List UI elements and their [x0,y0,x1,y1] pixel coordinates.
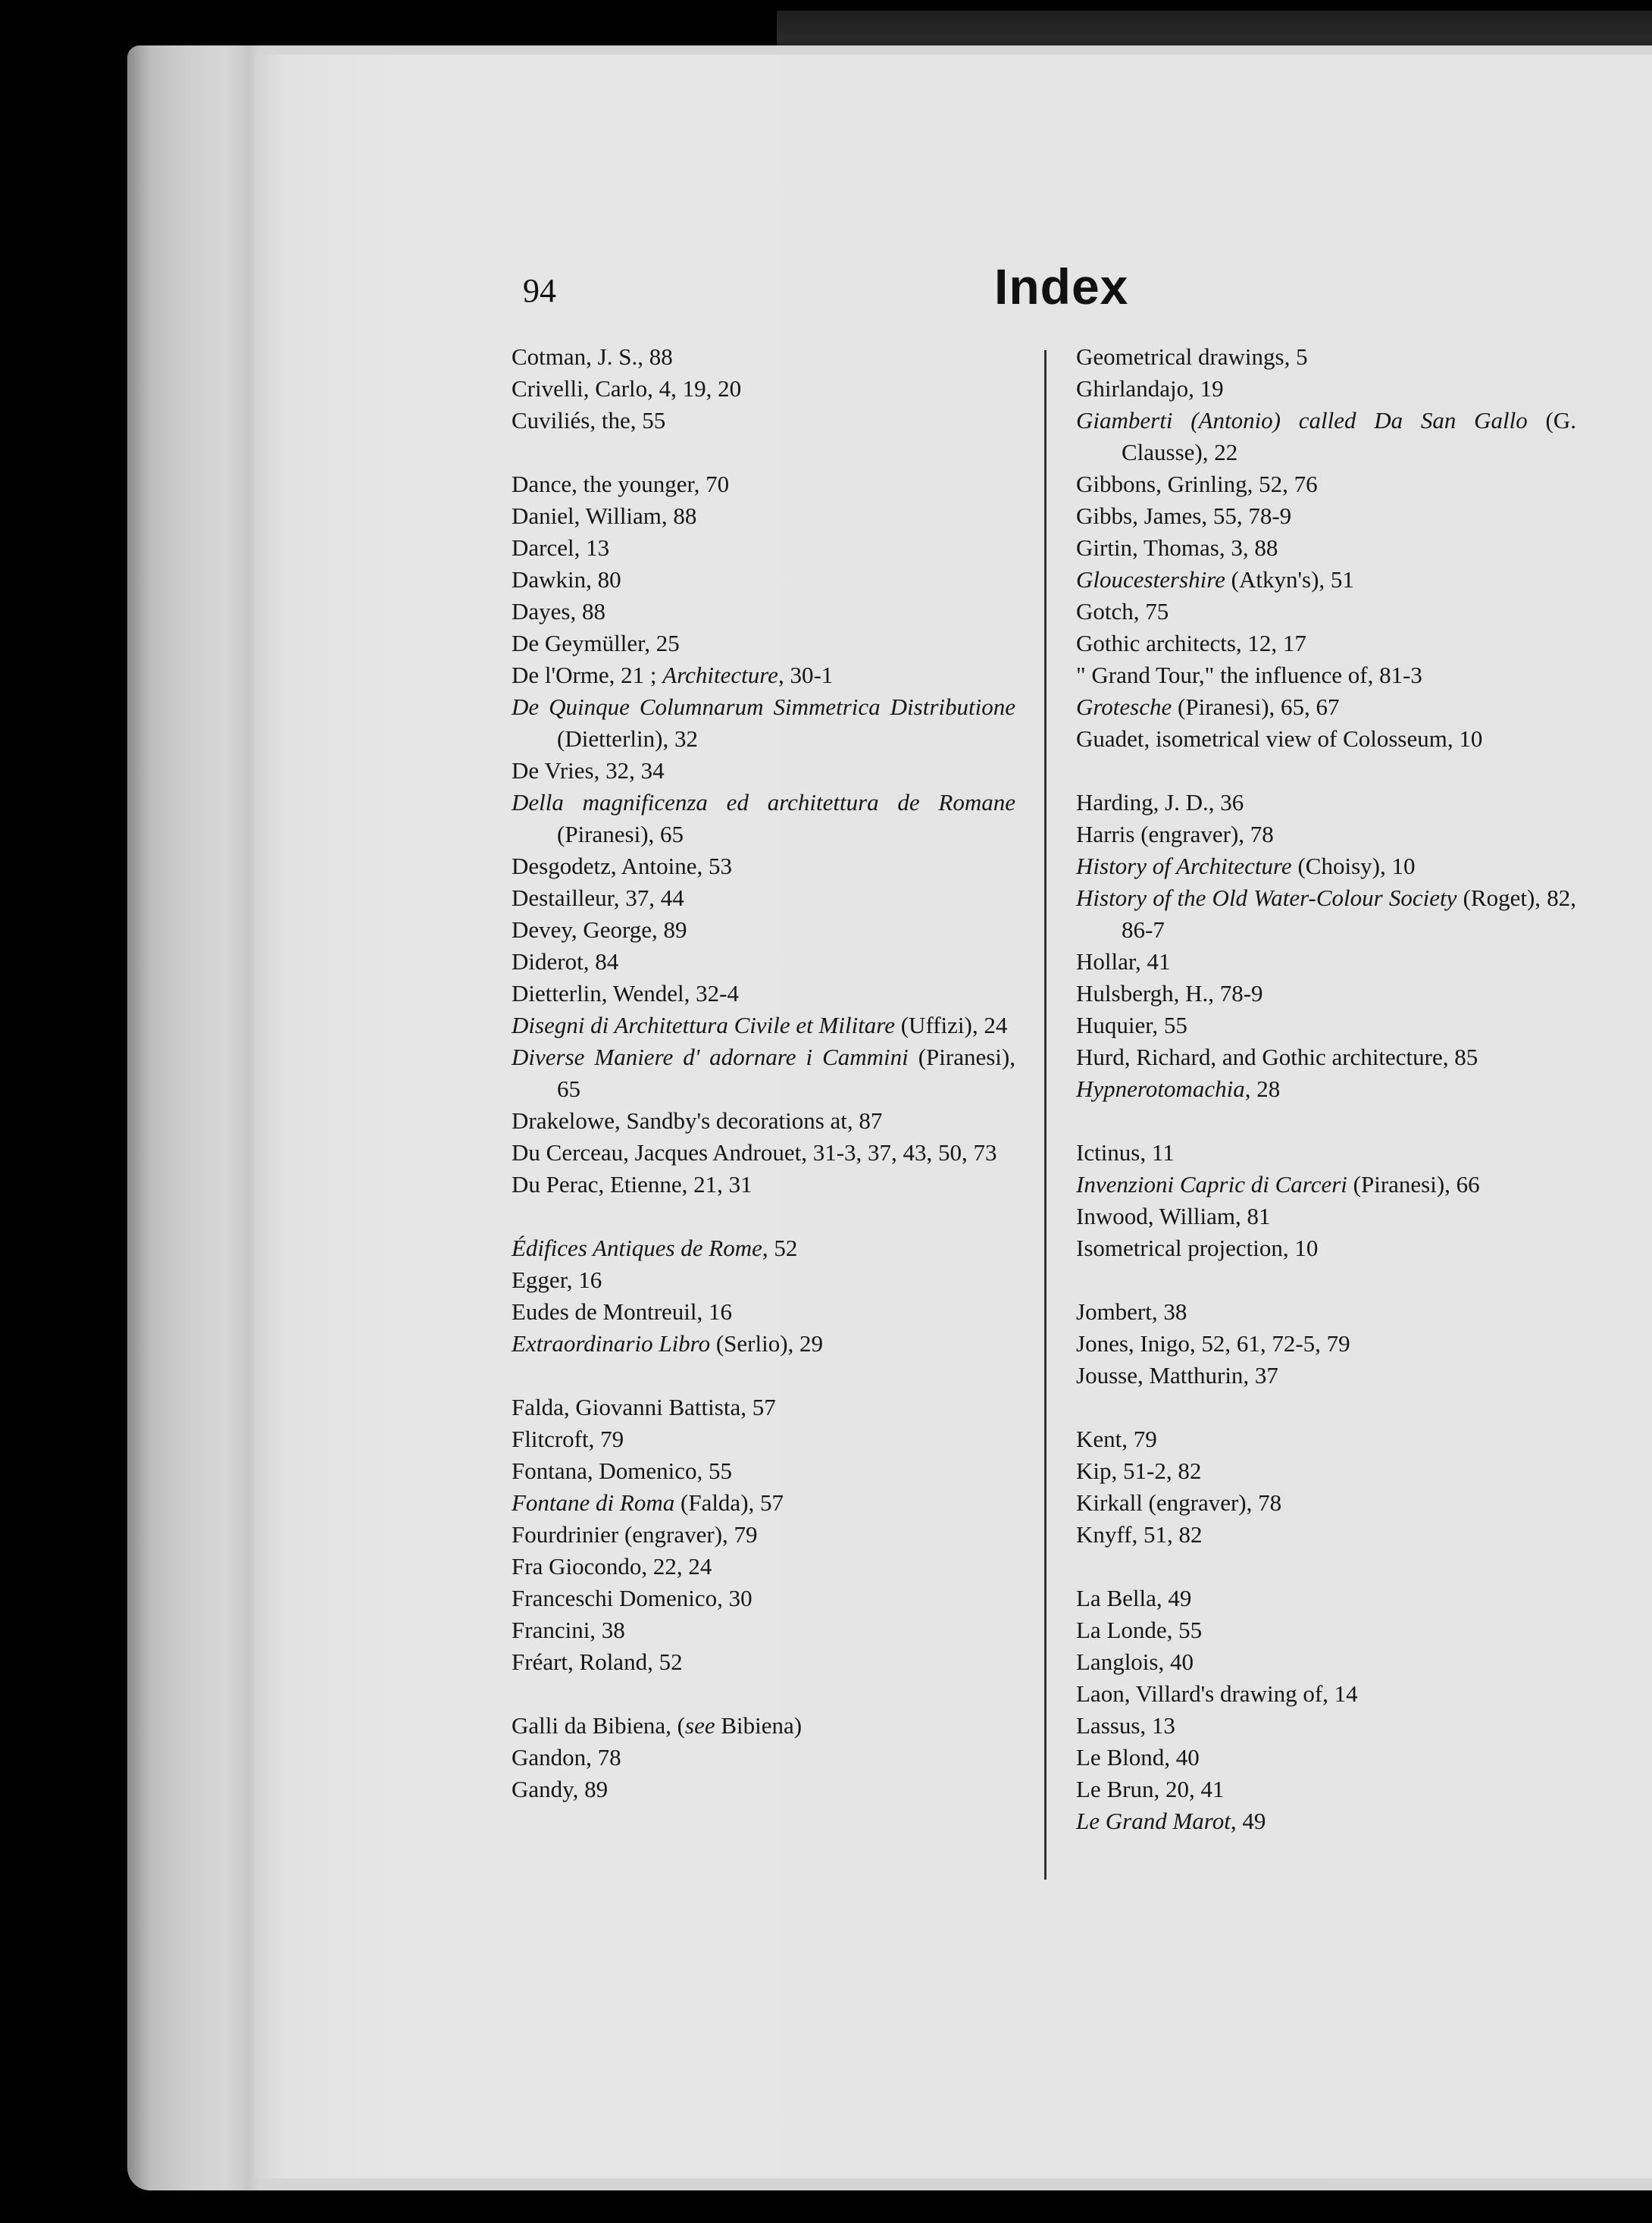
index-entry [1076,850,1576,882]
index-entry-text: Inwood, William, 81 [1076,1203,1271,1229]
index-entry-text: (G. Clausse), 22 [1122,407,1576,465]
index-entry-italic-text: Della magnificenza ed architettura de Romane [512,789,1015,816]
index-entry-text: Drakelowe, Sandby's decorations at, 87 [512,1107,883,1134]
index-entry-italic-text: History of Architecture [1076,853,1292,879]
index-entry-text: , 49 [1230,1808,1266,1834]
section-gap [512,1678,1015,1710]
page-number: 94 [523,272,556,309]
index-entry [1076,882,1576,946]
index-entry-text: Du Cerceau, Jacques Androuet, 31-3, 37, 43, 50, 73 [512,1139,997,1166]
index-entry [1076,1073,1576,1105]
index-entry-text: (Uffizi), 24 [894,1012,1008,1038]
index-entry-text: Huquier, 55 [1076,1012,1187,1038]
section-gap [1076,1264,1576,1296]
index-entry [1076,1710,1576,1742]
index-entry-text: Daniel, William, 88 [512,503,697,529]
index-entry [1076,1137,1576,1169]
index-entry [1076,1010,1576,1041]
index-entry-text: Dietterlin, Wendel, 32-4 [512,980,739,1007]
index-entry-text: Galli da Bibiena, ( [512,1712,685,1739]
index-entry-text: Langlois, 40 [1076,1648,1194,1675]
index-entry [512,1519,1015,1551]
index-entry-text: Fontana, Domenico, 55 [512,1457,733,1484]
index-entry [512,1105,1015,1137]
index-entry-text: Gibbons, Grinling, 52, 76 [1076,471,1318,497]
index-entry-text: Harris (engraver), 78 [1076,821,1274,847]
index-entry-text: De l'Orme, 21 ; [512,662,663,688]
index-entry [1076,1519,1576,1551]
index-entry [1076,628,1576,659]
index-entry-text: Hollar, 41 [1076,948,1171,975]
index-entry [512,532,1015,564]
index-entry [1076,1805,1576,1837]
index-entry [512,1614,1015,1646]
index-entry-text: Isometrical projection, 10 [1076,1235,1319,1261]
index-entry-italic-text: Gloucestershire [1076,566,1225,593]
section-gap [1076,1392,1576,1423]
index-entry [512,1423,1015,1455]
index-entry [512,1328,1015,1360]
index-entry-text: Bibiena) [715,1712,803,1739]
index-entry [512,1041,1015,1105]
index-entry-text: Kirkall (engraver), 78 [1076,1489,1282,1516]
index-entry-text: (Roget), 82, 86-7 [1122,885,1576,943]
index-entry [1076,691,1576,723]
index-entry [512,1137,1015,1169]
index-entry [512,914,1015,946]
index-entry [512,596,1015,628]
index-entry-text: (Piranesi), 65 [557,821,684,847]
index-entry [512,787,1015,850]
index-entry-text: La Londe, 55 [1076,1617,1203,1643]
index-entry-text: Egger, 16 [512,1266,602,1293]
index-entry-text: Jousse, Matthurin, 37 [1076,1362,1278,1389]
index-entry [512,405,1015,437]
index-entry [512,946,1015,978]
index-entry-text: Francini, 38 [512,1617,625,1643]
index-entry [512,1232,1015,1264]
index-entry-text: (Piranesi), 65 [557,1044,1015,1102]
index-entry-text: , 30-1 [778,662,834,688]
index-entry-italic-text: Édifices Antiques de Rome [512,1235,762,1261]
index-entry [512,1551,1015,1583]
index-entry-text: Darcel, 13 [512,534,610,561]
index-entry [1076,1328,1576,1360]
index-entry-text: Knyff, 51, 82 [1076,1521,1203,1548]
index-entry [512,341,1015,373]
index-entry [512,1392,1015,1423]
index-entry-text: Eudes de Montreuil, 16 [512,1298,733,1325]
index-entry-text: Cuviliés, the, 55 [512,407,666,434]
index-entry-italic-text: Grotesche [1076,694,1172,720]
index-entry-italic-text: Architecture [662,662,778,688]
index-entry [1076,819,1576,850]
index-entry-italic-text: Invenzioni Capric di Carceri [1076,1171,1347,1198]
index-entry [1076,500,1576,532]
index-entry [512,500,1015,532]
index-entry-text: Dance, the younger, 70 [512,471,730,497]
index-entry [512,373,1015,405]
index-entry [512,1583,1015,1614]
index-entry-text: Gotch, 75 [1076,598,1169,625]
index-entry-text: Fourdrinier (engraver), 79 [512,1521,758,1548]
index-entry [1076,1041,1576,1073]
index-entry [512,468,1015,500]
section-gap [1076,755,1576,787]
index-entry [1076,1423,1576,1455]
page-title: Index [994,258,1129,315]
index-entry-text: Ictinus, 11 [1076,1139,1175,1166]
index-entry [1076,1678,1576,1710]
index-entry [1076,405,1576,468]
index-entry [1076,787,1576,819]
section-gap [512,1201,1015,1232]
index-entry-text: Girtin, Thomas, 3, 88 [1076,534,1278,561]
index-entry [1076,1774,1576,1805]
index-entry-text: , 28 [1244,1075,1281,1102]
index-entry-text: Fra Giocondo, 22, 24 [512,1553,712,1580]
index-entry [1076,659,1576,691]
index-entry-text: (Atkyn's), 51 [1225,566,1354,593]
index-entry [1076,1232,1576,1264]
index-entry-text: De Vries, 32, 34 [512,757,665,784]
index-entry [512,850,1015,882]
index-entry-text: " Grand Tour," the influence of, 81-3 [1076,662,1422,688]
index-entry [512,882,1015,914]
index-entry [1076,341,1576,373]
index-entry [512,1742,1015,1774]
index-entry-italic-text: History of the Old Water-Colour Society [1076,885,1457,911]
index-entry-text: Kent, 79 [1076,1426,1157,1452]
index-entry-text: Geometrical drawings, 5 [1076,343,1308,370]
index-entry-text: Le Blond, 40 [1076,1744,1200,1771]
index-entry [512,1296,1015,1328]
index-entry-text: (Dietterlin), 32 [557,725,698,752]
index-entry-text: Kip, 51-2, 82 [1076,1457,1202,1484]
index-entry [1076,373,1576,405]
index-entry [1076,468,1576,500]
index-entry-text: Desgodetz, Antoine, 53 [512,853,733,879]
index-entry-text: Hulsbergh, H., 78-9 [1076,980,1263,1007]
index-entry-text: Diderot, 84 [512,948,619,975]
index-entry [512,755,1015,787]
index-entry-italic-text: Disegni di Architettura Civile et Militare [512,1012,895,1038]
index-entry [512,691,1015,755]
index-entry-text: (Piranesi), 65, 67 [1172,694,1340,720]
index-entry-text: Flitcroft, 79 [512,1426,624,1452]
index-entry [1076,596,1576,628]
index-entry [512,1710,1015,1742]
index-entry-text: Falda, Giovanni Battista, 57 [512,1394,776,1420]
index-entry-text: Fréart, Roland, 52 [512,1648,683,1675]
index-entry [1076,1201,1576,1232]
index-entry-text: , 52 [762,1235,798,1261]
index-entry [512,659,1015,691]
index-entry-text: Devey, George, 89 [512,916,687,943]
index-entry-text: Jones, Inigo, 52, 61, 72-5, 79 [1076,1330,1350,1357]
index-entry-text: Dayes, 88 [512,598,605,625]
index-entry-text: Gibbs, James, 55, 78-9 [1076,503,1292,529]
index-entry-text: Gandon, 78 [512,1744,621,1771]
index-entry [1076,1169,1576,1201]
index-entry [1076,978,1576,1010]
index-entry [1076,1487,1576,1519]
index-entry-text: Harding, J. D., 36 [1076,789,1244,816]
index-entry [1076,1296,1576,1328]
index-entry [1076,1583,1576,1614]
index-entry-text: Du Perac, Etienne, 21, 31 [512,1171,752,1198]
index-entry-text: (Serlio), 29 [710,1330,824,1357]
index-entry [512,1487,1015,1519]
index-entry [1076,946,1576,978]
column-divider [1044,350,1047,1880]
index-entry-italic-text: Fontane di Roma [512,1489,675,1516]
index-entry-text: Gothic architects, 12, 17 [1076,630,1306,656]
index-entry [512,1010,1015,1041]
index-entry [512,1264,1015,1296]
index-entry-text: Lassus, 13 [1076,1712,1175,1739]
index-column-right [1076,341,1576,1837]
index-entry-italic-text: Diverse Maniere d' adornare i Cammini [512,1044,909,1070]
index-entry-text: Franceschi Domenico, 30 [512,1585,752,1611]
index-entry-text: Jombert, 38 [1076,1298,1187,1325]
index-entry [1076,532,1576,564]
index-entry-text: Gandy, 89 [512,1776,609,1802]
index-entry [512,1646,1015,1678]
index-entry [1076,1742,1576,1774]
index-entry-italic-text: see [685,1712,715,1739]
index-entry [1076,1614,1576,1646]
index-entry-text: Dawkin, 80 [512,566,621,593]
index-entry-italic-text: Le Grand Marot [1076,1808,1231,1834]
index-entry-text: Guadet, isometrical view of Colosseum, 10 [1076,725,1483,752]
index-entry-italic-text: Extraordinario Libro [512,1330,711,1357]
index-entry [512,628,1015,659]
index-entry [1076,564,1576,596]
section-gap [1076,1105,1576,1137]
index-entry-text: Ghirlandajo, 19 [1076,375,1224,402]
index-entry [1076,1646,1576,1678]
index-entry-italic-text: De Quinque Columnarum Simmetrica Distributione [512,694,1015,720]
index-entry-text: (Piranesi), 66 [1347,1171,1480,1198]
index-entry [512,978,1015,1010]
index-entry-text: De Geymüller, 25 [512,630,680,656]
index-entry [512,1455,1015,1487]
index-entry [1076,1360,1576,1392]
index-entry-text: Destailleur, 37, 44 [512,885,684,911]
index-entry [1076,723,1576,755]
index-entry-text: Crivelli, Carlo, 4, 19, 20 [512,375,742,402]
index-entry [512,1774,1015,1805]
index-entry-text: (Choisy), 10 [1291,853,1416,879]
index-entry-text: Cotman, J. S., 88 [512,343,673,370]
index-entry [512,1169,1015,1201]
section-gap [512,437,1015,468]
index-entry-text: Le Brun, 20, 41 [1076,1776,1225,1802]
section-gap [512,1360,1015,1392]
index-entry-italic-text: Giamberti (Antonio) called Da San Gallo [1076,407,1528,434]
index-entry-text: La Bella, 49 [1076,1585,1192,1611]
index-entry [512,564,1015,596]
index-entry-italic-text: Hypnerotomachia [1076,1075,1245,1102]
section-gap [1076,1551,1576,1583]
index-entry-text: Laon, Villard's drawing of, 14 [1076,1680,1358,1707]
index-entry-text: Hurd, Richard, and Gothic architecture, 85 [1076,1044,1478,1070]
index-entry-text: (Falda), 57 [674,1489,784,1516]
index-entry [1076,1455,1576,1487]
index-column-left [512,341,1015,1805]
